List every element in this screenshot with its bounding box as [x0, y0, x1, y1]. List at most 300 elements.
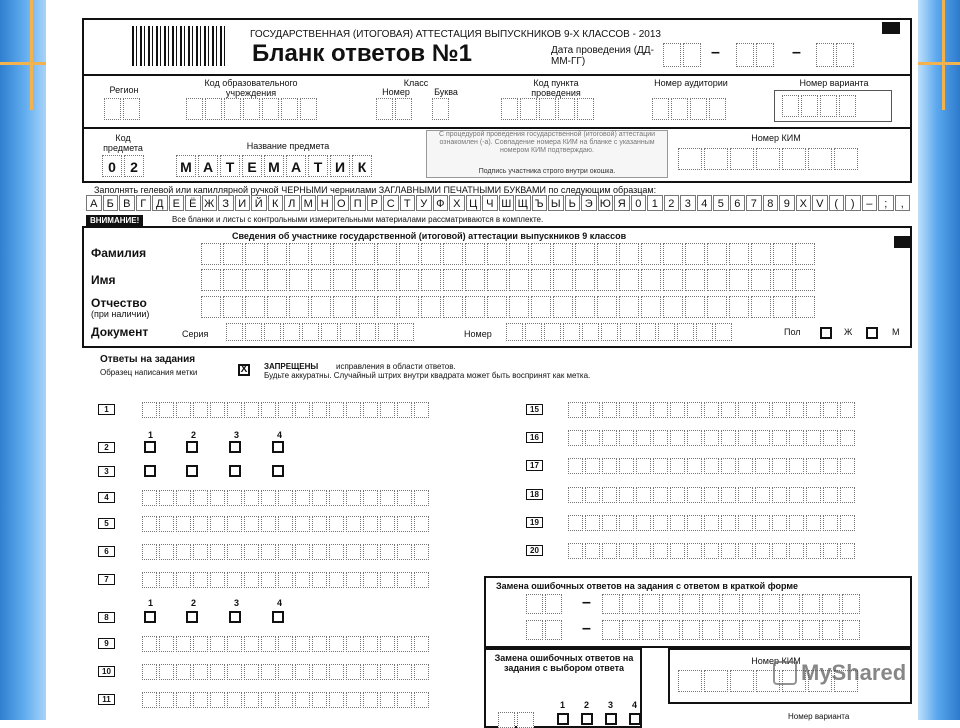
patronymic-boxe-cell[interactable]: [377, 296, 397, 318]
short-answer-cell[interactable]: [568, 543, 583, 559]
short-answer-cell[interactable]: [636, 515, 651, 531]
short-answer-cell[interactable]: [585, 543, 600, 559]
short-answer-cell[interactable]: [755, 515, 770, 531]
short-answer-cell[interactable]: [704, 458, 719, 474]
short-answer-cell[interactable]: [295, 636, 310, 652]
first-name-boxe-cell[interactable]: [311, 269, 331, 291]
kim-number-boxe-cell[interactable]: [678, 148, 702, 170]
short-answer-cell[interactable]: [312, 516, 327, 532]
short-answer-cell[interactable]: [721, 402, 736, 418]
short-answer-cell[interactable]: [619, 487, 634, 503]
short-answer-cell[interactable]: [295, 692, 310, 708]
first-name-boxe-cell[interactable]: [443, 269, 463, 291]
short-answer-boxes[interactable]: [142, 516, 429, 532]
first-name-boxe-cell[interactable]: [619, 269, 639, 291]
patronymic-boxe-cell[interactable]: [267, 296, 287, 318]
short-answer-cell[interactable]: [278, 544, 293, 560]
short-answer-cell[interactable]: [397, 544, 412, 560]
short-answer-cell[interactable]: [380, 636, 395, 652]
short-answer-cell[interactable]: [772, 487, 787, 503]
short-answer-cell[interactable]: [704, 402, 719, 418]
choice-checkbox[interactable]: [144, 441, 156, 453]
short-answer-cell[interactable]: [823, 458, 838, 474]
short-answer-cell[interactable]: [380, 490, 395, 506]
first-name-boxe-cell[interactable]: [575, 269, 595, 291]
replace-choice-checkbox[interactable]: [605, 713, 617, 725]
short-answer-cell[interactable]: [704, 543, 719, 559]
patronymic-boxe-cell[interactable]: [245, 296, 265, 318]
sex-female-checkbox[interactable]: [820, 327, 832, 339]
short-answer-cell[interactable]: [244, 544, 259, 560]
kim-bottom-boxe-cell[interactable]: [704, 670, 728, 692]
point-code-boxe-cell[interactable]: [577, 98, 594, 120]
short-answer-cell[interactable]: [142, 572, 157, 588]
series-boxe-cell[interactable]: [340, 323, 357, 341]
short-answer-cell[interactable]: [193, 402, 208, 418]
patronymic-boxe-cell[interactable]: [773, 296, 793, 318]
short-answer-cell[interactable]: [210, 490, 225, 506]
first-name-boxes[interactable]: [201, 269, 815, 291]
replace-short-row-1-answer-cell[interactable]: [682, 594, 700, 614]
short-answer-cell[interactable]: [278, 490, 293, 506]
short-answer-cell[interactable]: [295, 664, 310, 680]
doc-number-boxe-cell[interactable]: [715, 323, 732, 341]
doc-number-boxe-cell[interactable]: [582, 323, 599, 341]
short-answer-cell[interactable]: [806, 487, 821, 503]
short-answer-cell[interactable]: [295, 544, 310, 560]
short-answer-cell[interactable]: [653, 515, 668, 531]
surname-boxe-cell[interactable]: [773, 243, 793, 265]
replace-short-row-2-answer-cell[interactable]: [662, 620, 680, 640]
short-answer-cell[interactable]: [397, 636, 412, 652]
short-answer-cell[interactable]: [568, 402, 583, 418]
short-answer-cell[interactable]: [755, 543, 770, 559]
patronymic-boxe-cell[interactable]: [311, 296, 331, 318]
short-answer-cell[interactable]: [397, 572, 412, 588]
surname-boxe-cell[interactable]: [311, 243, 331, 265]
surname-boxe-cell[interactable]: [421, 243, 441, 265]
replace-short-row-1-answer-cell[interactable]: [742, 594, 760, 614]
first-name-boxe-cell[interactable]: [223, 269, 243, 291]
short-answer-cell[interactable]: [755, 402, 770, 418]
short-answer-cell[interactable]: [176, 692, 191, 708]
patronymic-boxe-cell[interactable]: [399, 296, 419, 318]
first-name-boxe-cell[interactable]: [465, 269, 485, 291]
first-name-boxe-cell[interactable]: [377, 269, 397, 291]
surname-boxe-cell[interactable]: [531, 243, 551, 265]
short-answer-cell[interactable]: [585, 487, 600, 503]
short-answer-cell[interactable]: [176, 490, 191, 506]
series-boxe-cell[interactable]: [359, 323, 376, 341]
short-answer-cell[interactable]: [380, 544, 395, 560]
surname-boxe-cell[interactable]: [553, 243, 573, 265]
short-answer-cell[interactable]: [568, 458, 583, 474]
short-answer-cell[interactable]: [840, 487, 855, 503]
short-answer-cell[interactable]: [159, 402, 174, 418]
short-answer-cell[interactable]: [738, 543, 753, 559]
first-name-boxe-cell[interactable]: [487, 269, 507, 291]
short-answer-cell[interactable]: [193, 490, 208, 506]
surname-boxe-cell[interactable]: [443, 243, 463, 265]
choice-checkbox[interactable]: [229, 465, 241, 477]
short-answer-cell[interactable]: [755, 458, 770, 474]
short-answer-cell[interactable]: [176, 402, 191, 418]
short-answer-cell[interactable]: [602, 487, 617, 503]
short-answer-cell[interactable]: [636, 430, 651, 446]
school-code-boxe-cell[interactable]: [205, 98, 222, 120]
short-answer-cell[interactable]: [636, 458, 651, 474]
short-answer-cell[interactable]: [840, 458, 855, 474]
series-boxe-cell[interactable]: [397, 323, 414, 341]
short-answer-cell[interactable]: [295, 490, 310, 506]
kim-bottom-boxe-cell[interactable]: [678, 670, 702, 692]
short-answer-cell[interactable]: [227, 516, 242, 532]
patronymic-boxe-cell[interactable]: [289, 296, 309, 318]
short-answer-cell[interactable]: [585, 458, 600, 474]
patronymic-boxe-cell[interactable]: [553, 296, 573, 318]
replace-short-row-2-answer-cell[interactable]: [622, 620, 640, 640]
short-answer-cell[interactable]: [210, 572, 225, 588]
school-code-boxe-cell[interactable]: [243, 98, 260, 120]
first-name-boxe-cell[interactable]: [333, 269, 353, 291]
short-answer-cell[interactable]: [244, 636, 259, 652]
patronymic-boxe-cell[interactable]: [663, 296, 683, 318]
series-boxe-cell[interactable]: [378, 323, 395, 341]
surname-boxe-cell[interactable]: [685, 243, 705, 265]
short-answer-cell[interactable]: [738, 515, 753, 531]
short-answer-cell[interactable]: [738, 458, 753, 474]
short-answer-cell[interactable]: [227, 490, 242, 506]
replace-short-row-1-answer-cell[interactable]: [842, 594, 860, 614]
short-answer-cell[interactable]: [636, 402, 651, 418]
first-name-boxe-cell[interactable]: [729, 269, 749, 291]
short-answer-cell[interactable]: [363, 516, 378, 532]
first-name-boxe-cell[interactable]: [267, 269, 287, 291]
short-answer-cell[interactable]: [142, 402, 157, 418]
short-answer-cell[interactable]: [227, 544, 242, 560]
school-code-boxe-cell[interactable]: [186, 98, 203, 120]
patronymic-boxe-cell[interactable]: [421, 296, 441, 318]
short-answer-cell[interactable]: [568, 430, 583, 446]
choice-checkbox[interactable]: [272, 441, 284, 453]
short-answer-cell[interactable]: [312, 544, 327, 560]
short-answer-cell[interactable]: [789, 487, 804, 503]
short-answer-cell[interactable]: [636, 543, 651, 559]
short-answer-cell[interactable]: [312, 664, 327, 680]
variant-number-boxe-cell[interactable]: [782, 95, 799, 117]
surname-boxe-cell[interactable]: [245, 243, 265, 265]
short-answer-cell[interactable]: [840, 402, 855, 418]
short-answer-cell[interactable]: [176, 636, 191, 652]
patronymic-boxe-cell[interactable]: [201, 296, 221, 318]
short-answer-cell[interactable]: [346, 664, 361, 680]
surname-boxe-cell[interactable]: [751, 243, 771, 265]
patronymic-boxes[interactable]: [201, 296, 815, 318]
kim-number-boxe-cell[interactable]: [834, 148, 858, 170]
short-answer-cell[interactable]: [789, 402, 804, 418]
short-answer-cell[interactable]: [670, 543, 685, 559]
short-answer-cell[interactable]: [363, 636, 378, 652]
short-answer-boxes[interactable]: [568, 430, 855, 446]
short-answer-cell[interactable]: [295, 402, 310, 418]
room-number-boxe-cell[interactable]: [690, 98, 707, 120]
short-answer-cell[interactable]: [772, 515, 787, 531]
replace-short-row-2-answer-cell[interactable]: [682, 620, 700, 640]
short-answer-cell[interactable]: [363, 664, 378, 680]
short-answer-cell[interactable]: [380, 516, 395, 532]
short-answer-cell[interactable]: [687, 487, 702, 503]
short-answer-cell[interactable]: [295, 572, 310, 588]
short-answer-cell[interactable]: [789, 543, 804, 559]
first-name-boxe-cell[interactable]: [751, 269, 771, 291]
patronymic-boxe-cell[interactable]: [751, 296, 771, 318]
short-answer-cell[interactable]: [244, 572, 259, 588]
short-answer-cell[interactable]: [414, 636, 429, 652]
short-answer-cell[interactable]: [789, 430, 804, 446]
short-answer-cell[interactable]: [738, 402, 753, 418]
choice-checkbox[interactable]: [272, 611, 284, 623]
kim-number-boxe-cell[interactable]: [782, 148, 806, 170]
short-answer-cell[interactable]: [227, 572, 242, 588]
school-code-boxe-cell[interactable]: [281, 98, 298, 120]
variant-number-boxe-cell[interactable]: [801, 95, 818, 117]
replace-short-row-1-answer-cell[interactable]: [622, 594, 640, 614]
point-code-boxe-cell[interactable]: [539, 98, 556, 120]
short-answer-cell[interactable]: [670, 430, 685, 446]
short-answer-cell[interactable]: [261, 402, 276, 418]
doc-number-boxe-cell[interactable]: [696, 323, 713, 341]
replace-short-row-1-answer-cell[interactable]: [762, 594, 780, 614]
short-answer-cell[interactable]: [159, 544, 174, 560]
choice-checkbox[interactable]: [186, 465, 198, 477]
short-answer-cell[interactable]: [619, 515, 634, 531]
first-name-boxe-cell[interactable]: [289, 269, 309, 291]
replace-choice-code[interactable]: [498, 712, 534, 728]
short-answer-cell[interactable]: [414, 516, 429, 532]
short-answer-cell[interactable]: [653, 402, 668, 418]
school-code-boxes[interactable]: [186, 98, 317, 120]
short-answer-cell[interactable]: [687, 458, 702, 474]
replace-short-row-2-answer-cell[interactable]: [762, 620, 780, 640]
short-answer-boxes[interactable]: [142, 692, 429, 708]
short-answer-cell[interactable]: [193, 544, 208, 560]
short-answer-cell[interactable]: [210, 636, 225, 652]
short-answer-cell[interactable]: [721, 487, 736, 503]
replace-short-row-1-answer[interactable]: [602, 594, 860, 614]
first-name-boxe-cell[interactable]: [509, 269, 529, 291]
surname-boxe-cell[interactable]: [509, 243, 529, 265]
kim-number-boxe-cell[interactable]: [730, 148, 754, 170]
surname-boxe-cell[interactable]: [707, 243, 727, 265]
surname-boxe-cell[interactable]: [223, 243, 243, 265]
short-answer-cell[interactable]: [278, 664, 293, 680]
short-answer-cell[interactable]: [261, 544, 276, 560]
short-answer-cell[interactable]: [772, 458, 787, 474]
patronymic-boxe-cell[interactable]: [729, 296, 749, 318]
short-answer-cell[interactable]: [176, 544, 191, 560]
short-answer-cell[interactable]: [414, 692, 429, 708]
short-answer-cell[interactable]: [329, 490, 344, 506]
replace-short-row-2-answer-cell[interactable]: [842, 620, 860, 640]
short-answer-boxes[interactable]: [568, 543, 855, 559]
short-answer-boxes[interactable]: [568, 487, 855, 503]
replace-short-row-1-answer-cell[interactable]: [662, 594, 680, 614]
doc-number-boxe-cell[interactable]: [639, 323, 656, 341]
replace-short-row-1-answer-cell[interactable]: [722, 594, 740, 614]
short-answer-boxes[interactable]: [142, 664, 429, 680]
short-answer-cell[interactable]: [414, 664, 429, 680]
short-answer-cell[interactable]: [278, 692, 293, 708]
short-answer-cell[interactable]: [329, 664, 344, 680]
series-boxe-cell[interactable]: [226, 323, 243, 341]
patronymic-boxe-cell[interactable]: [333, 296, 353, 318]
short-answer-cell[interactable]: [738, 487, 753, 503]
replace-short-row-1-answer-cell[interactable]: [602, 594, 620, 614]
class-boxes[interactable]: [376, 98, 449, 120]
surname-boxe-cell[interactable]: [641, 243, 661, 265]
short-answer-cell[interactable]: [278, 402, 293, 418]
series-boxe-cell[interactable]: [321, 323, 338, 341]
short-answer-cell[interactable]: [363, 692, 378, 708]
short-answer-cell[interactable]: [312, 402, 327, 418]
short-answer-cell[interactable]: [772, 543, 787, 559]
first-name-boxe-cell[interactable]: [531, 269, 551, 291]
surname-boxe-cell[interactable]: [597, 243, 617, 265]
surname-boxe-cell[interactable]: [619, 243, 639, 265]
short-answer-cell[interactable]: [227, 664, 242, 680]
doc-number-boxe-cell[interactable]: [677, 323, 694, 341]
first-name-boxe-cell[interactable]: [201, 269, 221, 291]
series-boxe-cell[interactable]: [283, 323, 300, 341]
first-name-boxe-cell[interactable]: [399, 269, 419, 291]
short-answer-cell[interactable]: [312, 636, 327, 652]
room-number-boxe-cell[interactable]: [652, 98, 669, 120]
short-answer-boxes[interactable]: [568, 515, 855, 531]
short-answer-cell[interactable]: [772, 430, 787, 446]
short-answer-cell[interactable]: [380, 692, 395, 708]
surname-boxe-cell[interactable]: [663, 243, 683, 265]
patronymic-boxe-cell[interactable]: [223, 296, 243, 318]
short-answer-cell[interactable]: [244, 664, 259, 680]
short-answer-cell[interactable]: [806, 543, 821, 559]
room-number-boxe-cell[interactable]: [671, 98, 688, 120]
short-answer-cell[interactable]: [397, 402, 412, 418]
short-answer-cell[interactable]: [585, 430, 600, 446]
short-answer-boxes[interactable]: [568, 458, 855, 474]
school-code-boxe-cell[interactable]: [262, 98, 279, 120]
short-answer-cell[interactable]: [312, 692, 327, 708]
replace-short-row-2-answer-cell[interactable]: [822, 620, 840, 640]
school-code-boxe-cell[interactable]: [300, 98, 317, 120]
patronymic-boxe-cell[interactable]: [487, 296, 507, 318]
doc-number-boxe-cell[interactable]: [506, 323, 523, 341]
replace-short-row-2-answer-cell[interactable]: [802, 620, 820, 640]
short-answer-cell[interactable]: [653, 458, 668, 474]
short-answer-cell[interactable]: [329, 636, 344, 652]
short-answer-cell[interactable]: [823, 487, 838, 503]
patronymic-boxe-cell[interactable]: [509, 296, 529, 318]
replace-short-row-1-answer-cell[interactable]: [802, 594, 820, 614]
patronymic-boxe-cell[interactable]: [575, 296, 595, 318]
short-answer-cell[interactable]: [193, 516, 208, 532]
short-answer-cell[interactable]: [176, 664, 191, 680]
replace-choice-checkbox[interactable]: [581, 713, 593, 725]
short-answer-cell[interactable]: [670, 515, 685, 531]
short-answer-cell[interactable]: [840, 543, 855, 559]
variant-number-boxe-cell[interactable]: [839, 95, 856, 117]
replace-short-row-2-answer-cell[interactable]: [642, 620, 660, 640]
region-boxes[interactable]: [104, 98, 140, 120]
short-answer-boxes[interactable]: [568, 402, 855, 418]
short-answer-cell[interactable]: [721, 458, 736, 474]
sex-male-checkbox[interactable]: [866, 327, 878, 339]
short-answer-cell[interactable]: [568, 487, 583, 503]
short-answer-cell[interactable]: [346, 516, 361, 532]
short-answer-cell[interactable]: [806, 430, 821, 446]
short-answer-cell[interactable]: [619, 402, 634, 418]
choice-checkbox[interactable]: [144, 465, 156, 477]
short-answer-boxes[interactable]: [142, 572, 429, 588]
short-answer-cell[interactable]: [789, 458, 804, 474]
short-answer-cell[interactable]: [653, 487, 668, 503]
short-answer-cell[interactable]: [738, 430, 753, 446]
kim-number-boxe-cell[interactable]: [808, 148, 832, 170]
short-answer-cell[interactable]: [346, 490, 361, 506]
short-answer-cell[interactable]: [159, 572, 174, 588]
short-answer-cell[interactable]: [159, 516, 174, 532]
surname-boxe-cell[interactable]: [333, 243, 353, 265]
replace-short-row-2-answer-cell[interactable]: [602, 620, 620, 640]
short-answer-cell[interactable]: [363, 490, 378, 506]
patronymic-boxe-cell[interactable]: [641, 296, 661, 318]
first-name-boxe-cell[interactable]: [641, 269, 661, 291]
short-answer-cell[interactable]: [329, 544, 344, 560]
short-answer-cell[interactable]: [312, 572, 327, 588]
short-answer-cell[interactable]: [653, 430, 668, 446]
short-answer-boxes[interactable]: [142, 544, 429, 560]
short-answer-cell[interactable]: [755, 430, 770, 446]
short-answer-cell[interactable]: [363, 572, 378, 588]
short-answer-cell[interactable]: [210, 402, 225, 418]
short-answer-cell[interactable]: [653, 543, 668, 559]
replace-short-row-2-code[interactable]: [526, 620, 562, 640]
choice-checkbox[interactable]: [229, 611, 241, 623]
kim-number-boxe-cell[interactable]: [756, 148, 780, 170]
choice-checkbox[interactable]: [144, 611, 156, 623]
short-answer-cell[interactable]: [295, 516, 310, 532]
replace-short-row-2-answer-cell[interactable]: [742, 620, 760, 640]
short-answer-cell[interactable]: [261, 490, 276, 506]
short-answer-cell[interactable]: [687, 430, 702, 446]
short-answer-cell[interactable]: [397, 664, 412, 680]
point-code-boxe-cell[interactable]: [520, 98, 537, 120]
variant-number-boxe-cell[interactable]: [820, 95, 837, 117]
short-answer-cell[interactable]: [380, 402, 395, 418]
patronymic-boxe-cell[interactable]: [597, 296, 617, 318]
short-answer-cell[interactable]: [244, 692, 259, 708]
short-answer-cell[interactable]: [823, 430, 838, 446]
short-answer-cell[interactable]: [806, 515, 821, 531]
short-answer-cell[interactable]: [789, 515, 804, 531]
replace-short-row-1-answer-cell[interactable]: [822, 594, 840, 614]
short-answer-cell[interactable]: [346, 544, 361, 560]
replace-choice-checkbox[interactable]: [557, 713, 569, 725]
short-answer-cell[interactable]: [414, 572, 429, 588]
short-answer-cell[interactable]: [244, 402, 259, 418]
first-name-boxe-cell[interactable]: [663, 269, 683, 291]
first-name-boxe-cell[interactable]: [707, 269, 727, 291]
short-answer-cell[interactable]: [602, 402, 617, 418]
